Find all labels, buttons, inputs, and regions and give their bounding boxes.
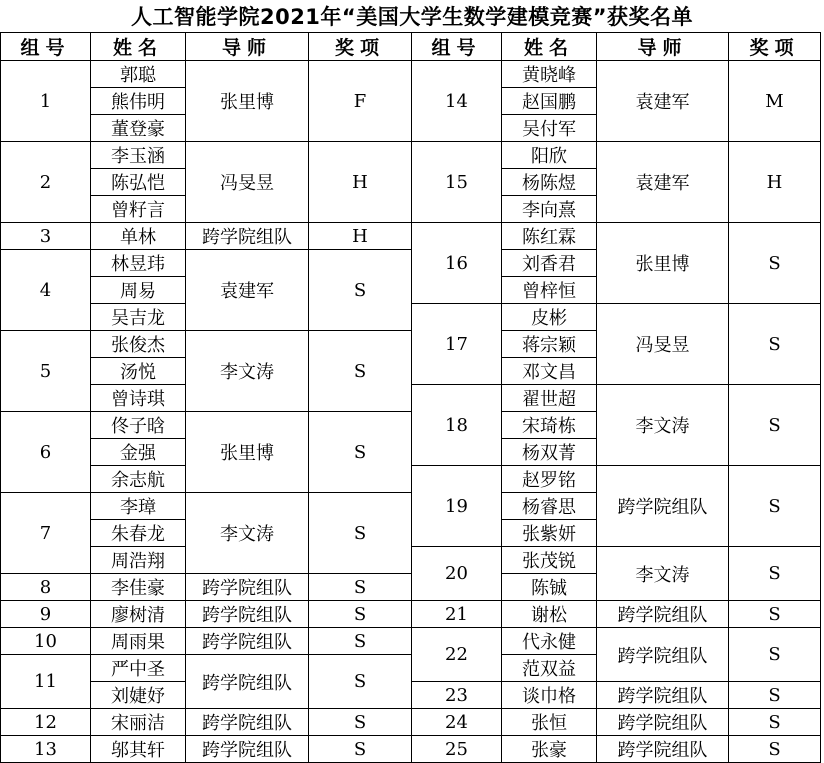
member-name-cell: 李向熹 — [502, 196, 597, 223]
group-number-cell: 21 — [412, 601, 502, 628]
advisor-cell: 跨学院组队 — [186, 223, 309, 250]
group-number-cell: 18 — [412, 385, 502, 466]
advisor-cell: 李文涛 — [597, 385, 729, 466]
advisor-cell: 袁建军 — [597, 61, 729, 142]
group-number-cell: 25 — [412, 736, 502, 763]
award-header: 奖项 — [729, 33, 821, 61]
name-header: 姓名 — [502, 33, 597, 61]
member-name-cell: 金强 — [91, 439, 186, 466]
award-cell: S — [309, 574, 412, 601]
member-name-cell: 范双益 — [502, 655, 597, 682]
advisor-cell: 李文涛 — [186, 331, 309, 412]
member-name-cell: 曾梓恒 — [502, 277, 597, 304]
award-cell: H — [729, 142, 821, 223]
advisor-header: 导师 — [186, 33, 309, 61]
member-name-cell: 邓文昌 — [502, 358, 597, 385]
award-header: 奖项 — [309, 33, 412, 61]
member-name-cell: 杨陈煜 — [502, 169, 597, 196]
advisor-cell: 跨学院组队 — [597, 628, 729, 682]
advisor-cell: 李文涛 — [186, 493, 309, 574]
advisor-cell: 跨学院组队 — [597, 601, 729, 628]
header-row — [1, 33, 821, 61]
member-name-cell: 林昱玮 — [91, 250, 186, 277]
award-cell: S — [309, 601, 412, 628]
group-number-cell: 22 — [412, 628, 502, 682]
member-name-cell: 谢松 — [502, 601, 597, 628]
award-cell: M — [729, 61, 821, 142]
group-number-cell: 13 — [1, 736, 91, 763]
member-name-cell: 严中圣 — [91, 655, 186, 682]
award-cell: S — [309, 709, 412, 736]
member-name-cell: 周易 — [91, 277, 186, 304]
award-cell: S — [309, 493, 412, 574]
member-name-cell: 余志航 — [91, 466, 186, 493]
award-cell: S — [729, 385, 821, 466]
award-cell: S — [729, 682, 821, 709]
group-number-cell: 6 — [1, 412, 91, 493]
advisor-cell: 跨学院组队 — [186, 655, 309, 709]
award-cell: S — [729, 736, 821, 763]
group-number-cell: 9 — [1, 601, 91, 628]
group-number-cell: 1 — [1, 61, 91, 142]
award-cell: S — [729, 547, 821, 601]
award-cell: S — [309, 736, 412, 763]
member-name-cell: 阳欣 — [502, 142, 597, 169]
award-cell: H — [309, 142, 412, 223]
group-number-cell: 23 — [412, 682, 502, 709]
table-row — [1, 628, 821, 655]
group-number-cell: 19 — [412, 466, 502, 547]
member-name-cell: 廖树清 — [91, 601, 186, 628]
award-table — [0, 32, 821, 763]
member-name-cell: 吴付军 — [502, 115, 597, 142]
group-number-cell: 15 — [412, 142, 502, 223]
member-name-cell: 郭聪 — [91, 61, 186, 88]
member-name-cell: 董登豪 — [91, 115, 186, 142]
member-name-cell: 赵罗铭 — [502, 466, 597, 493]
member-name-cell: 曾诗琪 — [91, 385, 186, 412]
advisor-cell: 冯旻昱 — [597, 304, 729, 385]
member-name-cell: 汤悦 — [91, 358, 186, 385]
group-number-cell: 4 — [1, 250, 91, 331]
advisor-cell: 跨学院组队 — [597, 736, 729, 763]
advisor-cell: 跨学院组队 — [186, 601, 309, 628]
member-name-cell: 黄晓峰 — [502, 61, 597, 88]
group-number-cell: 2 — [1, 142, 91, 223]
advisor-header: 导师 — [597, 33, 729, 61]
group-header: 组号 — [1, 33, 91, 61]
advisor-cell: 张里博 — [186, 412, 309, 493]
member-name-cell: 蒋宗颖 — [502, 331, 597, 358]
advisor-cell: 跨学院组队 — [597, 682, 729, 709]
member-name-cell: 宋丽洁 — [91, 709, 186, 736]
group-number-cell: 12 — [1, 709, 91, 736]
award-cell: S — [309, 655, 412, 709]
advisor-cell: 冯旻昱 — [186, 142, 309, 223]
member-name-cell: 周雨果 — [91, 628, 186, 655]
member-name-cell: 代永健 — [502, 628, 597, 655]
advisor-cell: 跨学院组队 — [186, 574, 309, 601]
group-header: 组号 — [412, 33, 502, 61]
table-row — [1, 601, 821, 628]
member-name-cell: 陈弘恺 — [91, 169, 186, 196]
member-name-cell: 朱春龙 — [91, 520, 186, 547]
member-name-cell: 曾籽言 — [91, 196, 186, 223]
group-number-cell: 17 — [412, 304, 502, 385]
group-number-cell: 20 — [412, 547, 502, 601]
member-name-cell: 张俊杰 — [91, 331, 186, 358]
award-cell: S — [729, 466, 821, 547]
award-cell: S — [729, 223, 821, 304]
advisor-cell: 袁建军 — [186, 250, 309, 331]
advisor-cell: 跨学院组队 — [597, 709, 729, 736]
award-cell: S — [729, 601, 821, 628]
award-cell: S — [309, 331, 412, 412]
member-name-cell: 谈巾格 — [502, 682, 597, 709]
award-cell: S — [729, 709, 821, 736]
member-name-cell: 刘香君 — [502, 250, 597, 277]
member-name-cell: 周浩翔 — [91, 547, 186, 574]
table-row — [1, 142, 821, 169]
member-name-cell: 翟世超 — [502, 385, 597, 412]
award-cell: H — [309, 223, 412, 250]
advisor-cell: 李文涛 — [597, 547, 729, 601]
award-cell: S — [309, 412, 412, 493]
name-header: 姓名 — [91, 33, 186, 61]
member-name-cell: 赵国鹏 — [502, 88, 597, 115]
member-name-cell: 李玉涵 — [91, 142, 186, 169]
member-name-cell: 熊伟明 — [91, 88, 186, 115]
member-name-cell: 张恒 — [502, 709, 597, 736]
group-number-cell: 24 — [412, 709, 502, 736]
group-number-cell: 10 — [1, 628, 91, 655]
advisor-cell: 袁建军 — [597, 142, 729, 223]
member-name-cell: 陈红霖 — [502, 223, 597, 250]
advisor-cell: 跨学院组队 — [186, 736, 309, 763]
member-name-cell: 张紫妍 — [502, 520, 597, 547]
table-row — [1, 61, 821, 88]
group-number-cell: 7 — [1, 493, 91, 574]
group-number-cell: 5 — [1, 331, 91, 412]
award-cell: S — [729, 628, 821, 682]
advisor-cell: 张里博 — [186, 61, 309, 142]
group-number-cell: 8 — [1, 574, 91, 601]
award-cell: F — [309, 61, 412, 142]
award-cell: S — [309, 628, 412, 655]
advisor-cell: 跨学院组队 — [186, 628, 309, 655]
member-name-cell: 张茂锐 — [502, 547, 597, 574]
advisor-cell: 张里博 — [597, 223, 729, 304]
member-name-cell: 陈铖 — [502, 574, 597, 601]
sheet-title: 人工智能学院2021年“美国大学生数学建模竞赛”获奖名单 — [130, 5, 694, 29]
member-name-cell: 杨双菁 — [502, 439, 597, 466]
member-name-cell: 邬其轩 — [91, 736, 186, 763]
member-name-cell: 刘婕妤 — [91, 682, 186, 709]
group-number-cell: 11 — [1, 655, 91, 709]
table-row — [1, 736, 821, 763]
group-number-cell: 3 — [1, 223, 91, 250]
table-row — [1, 223, 821, 250]
member-name-cell: 李璋 — [91, 493, 186, 520]
member-name-cell: 单林 — [91, 223, 186, 250]
award-cell: S — [309, 250, 412, 331]
member-name-cell: 李佳豪 — [91, 574, 186, 601]
member-name-cell: 宋琦栋 — [502, 412, 597, 439]
member-name-cell: 吴吉龙 — [91, 304, 186, 331]
table-row — [1, 709, 821, 736]
member-name-cell: 杨睿思 — [502, 493, 597, 520]
group-number-cell: 16 — [412, 223, 502, 304]
advisor-cell: 跨学院组队 — [597, 466, 729, 547]
group-number-cell: 14 — [412, 61, 502, 142]
advisor-cell: 跨学院组队 — [186, 709, 309, 736]
award-cell: S — [729, 304, 821, 385]
member-name-cell: 张豪 — [502, 736, 597, 763]
member-name-cell: 佟子晗 — [91, 412, 186, 439]
member-name-cell: 皮彬 — [502, 304, 597, 331]
